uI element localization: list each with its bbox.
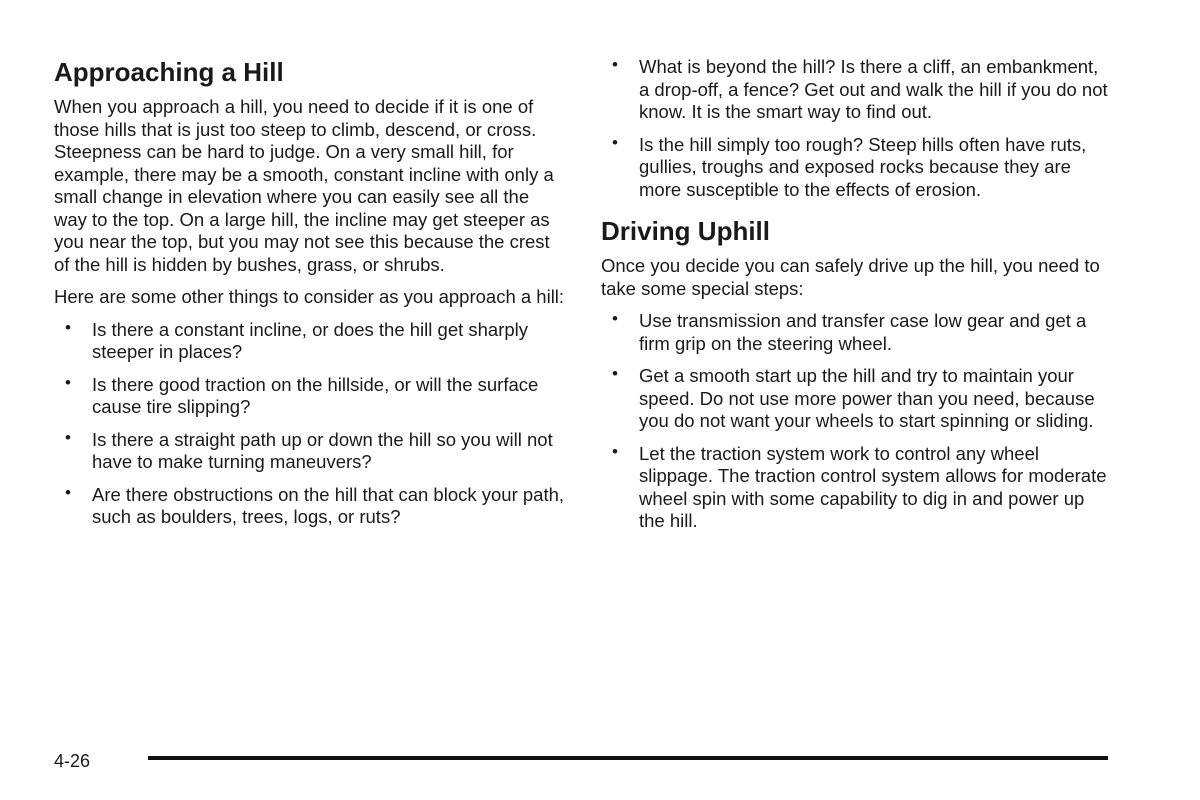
- bullet-icon: •: [65, 427, 71, 447]
- list-item-text: Is there a straight path up or down the hill so you will not have to make turning maneuvers?: [92, 428, 553, 472]
- list-item: [601, 134, 1113, 202]
- list-item-text: What is beyond the hill? Is there a cliff, an embankment, a drop-off, a fence? Get out and walk the hill if you do not know. It is the smart way to find out.: [639, 56, 1108, 122]
- considerations-paragraph: Here are some other things to consider as you approach a hill:: [54, 286, 565, 307]
- list-item: [601, 365, 1113, 433]
- bullet-icon: •: [612, 309, 618, 328]
- continued-considerations-list: [601, 56, 1113, 201]
- bullet-icon: •: [65, 482, 71, 502]
- left-column: [54, 56, 566, 539]
- section-heading-driving-uphill: Driving Uphill: [601, 216, 770, 246]
- list-item: [54, 374, 566, 419]
- list-item: [54, 319, 566, 364]
- list-item-text: Let the traction system work to control any wheel slippage. The traction control system allows for moderate wheel spin with some capability to dig in and power up the hill.: [639, 442, 1107, 531]
- bullet-icon: •: [65, 317, 71, 337]
- list-item-text: Use transmission and transfer case low gear and get a firm grip on the steering wheel.: [639, 310, 1087, 354]
- right-column: [601, 56, 1113, 543]
- list-item: [601, 310, 1113, 355]
- list-item-text: Is there good traction on the hillside, or will the surface cause tire slipping?: [92, 373, 539, 417]
- considerations-list: [54, 319, 566, 529]
- page-number: 4-26: [54, 751, 91, 771]
- list-item: [54, 484, 566, 529]
- section-heading-approaching-a-hill: Approaching a Hill: [54, 57, 284, 87]
- bullet-icon: •: [612, 132, 618, 152]
- bullet-icon: •: [65, 372, 71, 392]
- bullet-icon: •: [612, 55, 618, 74]
- bullet-icon: •: [612, 364, 618, 383]
- list-item-text: Get a smooth start up the hill and try to maintain your speed. Do not use more power than you need, because you do not want your wheels to start spinning or sliding.: [639, 365, 1095, 431]
- footer-divider: [148, 756, 1108, 760]
- list-item-text: Are there obstructions on the hill that can block your path, such as boulders, trees, logs, or ruts?: [92, 483, 565, 527]
- uphill-steps-list: [601, 310, 1113, 533]
- list-item-text: Is there a constant incline, or does the hill get sharply steeper in places?: [92, 318, 529, 362]
- uphill-intro-paragraph: Once you decide you can safely drive up the hill, you need to take some special steps:: [601, 255, 1100, 299]
- bullet-icon: •: [612, 441, 618, 461]
- list-item: [601, 443, 1113, 533]
- list-item: [601, 56, 1113, 124]
- list-item: [54, 429, 566, 474]
- list-item-text: Is the hill simply too rough? Steep hills often have ruts, gullies, troughs and exposed rocks because they are more susceptible to the effects of erosion.: [639, 133, 1087, 200]
- intro-paragraph: When you approach a hill, you need to decide if it is one of those hills that is just too steep to climb, descend, or cross. Steepness can be hard to judge. On a very small hill, for example, there may be a smooth, constant incline with only a small change in elevation where you can easily see all the way to the top. On a large hill, the incline may get steeper as you near the top, but you may not see this because the crest of the hill is hidden by bushes, grass, or shrubs.: [54, 96, 554, 275]
